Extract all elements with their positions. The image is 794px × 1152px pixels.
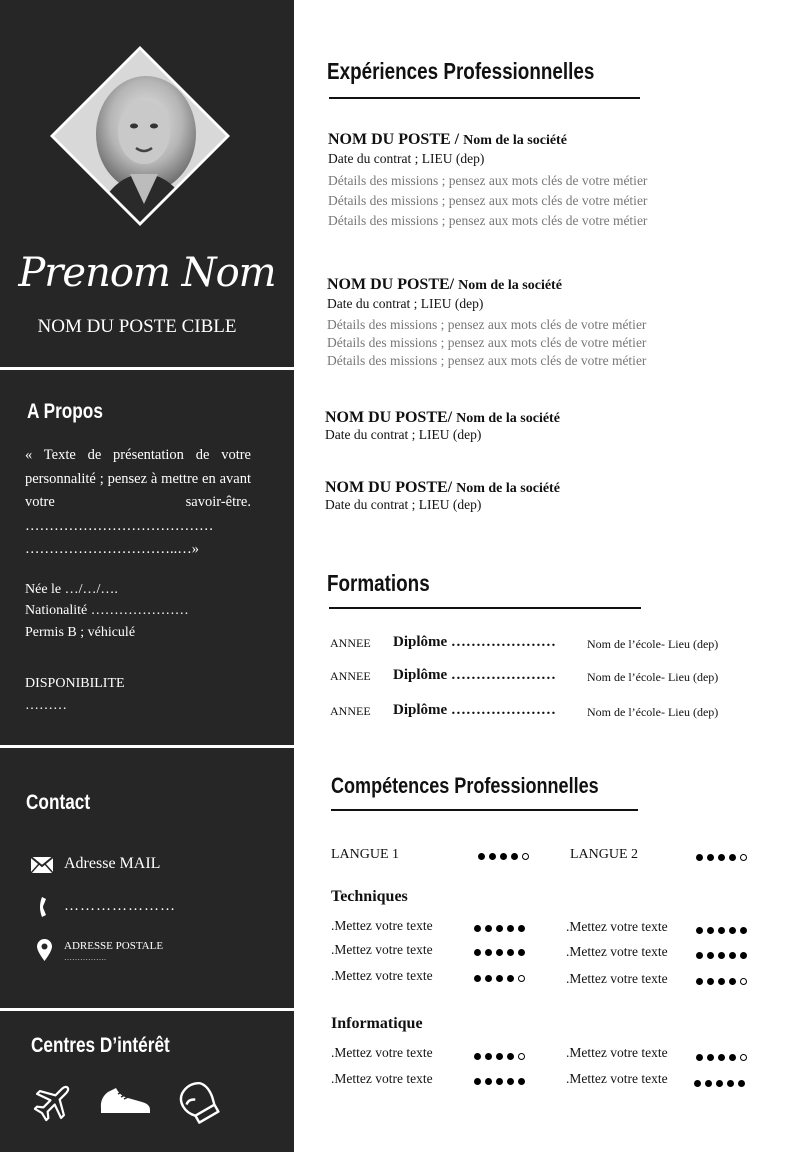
rating-dot-filled — [478, 853, 485, 860]
about-title: A Propos — [27, 400, 103, 423]
availability-value: ……… — [25, 698, 67, 713]
language-label: LANGUE 1 — [331, 847, 400, 862]
rating-dot-filled — [727, 1080, 734, 1087]
rating-dot-empty — [740, 1054, 747, 1061]
skill-label: .Mettez votre texte — [566, 971, 668, 986]
rating-dot-filled — [696, 927, 703, 934]
sidebar-divider — [0, 1008, 294, 1011]
rating-dot-filled — [518, 949, 525, 956]
availability-label: DISPONIBILITE — [25, 676, 125, 691]
skill-rating — [474, 969, 529, 987]
rating-dot-filled — [707, 927, 714, 934]
skill-label: .Mettez votre texte — [566, 944, 668, 959]
job-company: Nom de la société — [458, 278, 562, 293]
rating-dot-filled — [518, 1078, 525, 1085]
education-title: Formations — [327, 570, 430, 596]
skill-rating — [696, 848, 751, 866]
technical-title: Techniques — [331, 888, 408, 905]
envelope-icon — [31, 857, 53, 878]
rating-dot-filled — [740, 952, 747, 959]
job-detail: Détails des missions ; pensez aux mots clés de votre métier — [328, 173, 648, 188]
skill-rating — [474, 943, 529, 961]
job-entry — [327, 276, 646, 370]
job-entry — [328, 131, 647, 231]
skill-label: .Mettez votre texte — [566, 1071, 668, 1086]
rating-dot-filled — [507, 949, 514, 956]
job-title: NOM DU POSTE/ — [327, 276, 459, 293]
rating-dot-filled — [696, 1054, 703, 1061]
profile-photo — [48, 44, 232, 228]
rating-dot-filled — [718, 978, 725, 985]
education-school: Nom de l’école- Lieu (dep) — [587, 670, 719, 684]
language-label: LANGUE 2 — [570, 847, 639, 862]
rating-dot-filled — [507, 925, 514, 932]
rating-dot-filled — [707, 854, 714, 861]
job-entry — [325, 479, 560, 513]
education-row — [330, 702, 750, 722]
job-date: Date du contrat ; LIEU (dep) — [325, 427, 482, 442]
education-year: ANNEE — [330, 669, 371, 683]
rating-dot-filled — [474, 1078, 481, 1085]
job-detail: Détails des missions ; pensez aux mots clés de votre métier — [327, 317, 647, 332]
rating-dot-filled — [718, 927, 725, 934]
education-row — [330, 667, 750, 687]
rating-dot-filled — [740, 927, 747, 934]
interests-title: Centres D’intérêt — [31, 1034, 170, 1057]
job-title: NOM DU POSTE/ — [325, 479, 457, 496]
job-date: Date du contrat ; LIEU (dep) — [328, 151, 485, 166]
driving-permit: Permis B ; véhiculé — [25, 625, 136, 640]
rating-dot-empty — [740, 854, 747, 861]
skill-rating — [694, 1074, 749, 1092]
rating-dot-filled — [705, 1080, 712, 1087]
rating-dot-filled — [507, 975, 514, 982]
skill-rating — [474, 919, 529, 937]
rating-dot-filled — [518, 925, 525, 932]
contact-address[interactable]: ADRESSE POSTALE — [64, 940, 164, 952]
sidebar — [0, 0, 294, 1152]
rating-dot-filled — [474, 925, 481, 932]
rating-dot-filled — [729, 978, 736, 985]
rating-dot-filled — [738, 1080, 745, 1087]
sidebar-divider — [0, 745, 294, 748]
skill-label: .Mettez votre texte — [331, 1071, 433, 1086]
education-year: ANNEE — [330, 636, 371, 650]
education-year: ANNEE — [330, 704, 371, 718]
rating-dot-filled — [718, 854, 725, 861]
rating-dot-filled — [507, 1078, 514, 1085]
sidebar-divider — [0, 367, 294, 370]
rating-dot-filled — [496, 975, 503, 982]
rating-dot-filled — [694, 1080, 701, 1087]
rating-dot-filled — [500, 853, 507, 860]
skills-underline — [331, 809, 638, 811]
rating-dot-filled — [474, 949, 481, 956]
contact-phone[interactable]: ………………… — [64, 898, 176, 914]
job-detail: Détails des missions ; pensez aux mots clés de votre métier — [327, 335, 647, 350]
target-job-title: NOM DU POSTE CIBLE — [37, 316, 237, 337]
contact-title: Contact — [26, 791, 91, 814]
rating-dot-filled — [729, 1054, 736, 1061]
job-entry — [325, 409, 560, 443]
phone-icon — [38, 896, 52, 923]
skill-rating — [474, 1072, 529, 1090]
skill-label: .Mettez votre texte — [331, 942, 433, 957]
about-text: « Texte de présentation de votre personnalité ; pensez à mettre en avant votre savoir-être. ………………………………… …………………………..…» — [25, 447, 251, 557]
skill-label: .Mettez votre texte — [566, 1045, 668, 1060]
job-company: Nom de la société — [463, 133, 567, 148]
job-date: Date du contrat ; LIEU (dep) — [327, 296, 484, 311]
rating-dot-filled — [485, 1053, 492, 1060]
rating-dot-empty — [518, 1053, 525, 1060]
education-school: Nom de l’école- Lieu (dep) — [587, 705, 719, 719]
nationality: Nationalité ………………… — [25, 603, 189, 618]
skill-rating — [696, 1048, 751, 1066]
rating-dot-filled — [511, 853, 518, 860]
rating-dot-filled — [729, 927, 736, 934]
rating-dot-filled — [496, 1078, 503, 1085]
profile-name: Prenom Nom — [18, 250, 276, 296]
education-underline — [329, 607, 641, 609]
rating-dot-filled — [474, 1053, 481, 1060]
rating-dot-filled — [507, 1053, 514, 1060]
job-date: Date du contrat ; LIEU (dep) — [325, 497, 482, 512]
rating-dot-filled — [485, 949, 492, 956]
experience-underline — [329, 97, 640, 99]
skill-rating — [696, 946, 751, 964]
education-diploma: Diplôme ………………… — [393, 702, 556, 718]
rating-dot-filled — [729, 952, 736, 959]
education-school: Nom de l’école- Lieu (dep) — [587, 637, 719, 651]
rating-dot-filled — [485, 975, 492, 982]
rating-dot-filled — [485, 1078, 492, 1085]
rating-dot-empty — [740, 978, 747, 985]
rating-dot-filled — [696, 952, 703, 959]
rating-dot-empty — [518, 975, 525, 982]
job-detail: Détails des missions ; pensez aux mots clés de votre métier — [328, 213, 648, 228]
rating-dot-filled — [696, 978, 703, 985]
contact-address-sub: ……………. — [64, 953, 106, 962]
rating-dot-filled — [707, 1054, 714, 1061]
sneaker-icon — [98, 1084, 152, 1125]
skill-rating — [696, 921, 751, 939]
education-row — [330, 634, 750, 654]
rating-dot-filled — [496, 925, 503, 932]
job-detail: Détails des missions ; pensez aux mots clés de votre métier — [328, 193, 648, 208]
airplane-icon — [33, 1080, 75, 1127]
rating-dot-empty — [522, 853, 529, 860]
skill-label: .Mettez votre texte — [331, 918, 433, 933]
computer-title: Informatique — [331, 1015, 423, 1032]
experience-title: Expériences Professionnelles — [327, 58, 595, 84]
skill-label: .Mettez votre texte — [566, 919, 668, 934]
location-pin-icon — [37, 939, 52, 966]
skill-rating — [474, 1047, 529, 1065]
skill-rating — [696, 972, 751, 990]
job-title: NOM DU POSTE / — [328, 131, 464, 148]
job-title: NOM DU POSTE/ — [325, 409, 457, 426]
rating-dot-filled — [707, 952, 714, 959]
boxing-glove-icon — [175, 1080, 223, 1129]
rating-dot-filled — [489, 853, 496, 860]
education-diploma: Diplôme ………………… — [393, 667, 556, 683]
rating-dot-filled — [729, 854, 736, 861]
skill-rating — [478, 847, 533, 865]
skill-label: .Mettez votre texte — [331, 1045, 433, 1060]
rating-dot-filled — [474, 975, 481, 982]
rating-dot-filled — [496, 949, 503, 956]
job-detail: Détails des missions ; pensez aux mots clés de votre métier — [327, 353, 647, 368]
rating-dot-filled — [485, 925, 492, 932]
rating-dot-filled — [718, 952, 725, 959]
job-company: Nom de la société — [456, 481, 560, 496]
rating-dot-filled — [707, 978, 714, 985]
rating-dot-filled — [718, 1054, 725, 1061]
rating-dot-filled — [496, 1053, 503, 1060]
rating-dot-filled — [696, 854, 703, 861]
skills-title: Compétences Professionnelles — [331, 773, 599, 798]
contact-email[interactable]: Adresse MAIL — [64, 855, 161, 872]
skill-label: .Mettez votre texte — [331, 968, 433, 983]
rating-dot-filled — [716, 1080, 723, 1087]
job-company: Nom de la société — [456, 411, 560, 426]
birth-date: Née le …/…/…. — [25, 582, 118, 597]
education-diploma: Diplôme ………………… — [393, 634, 556, 650]
